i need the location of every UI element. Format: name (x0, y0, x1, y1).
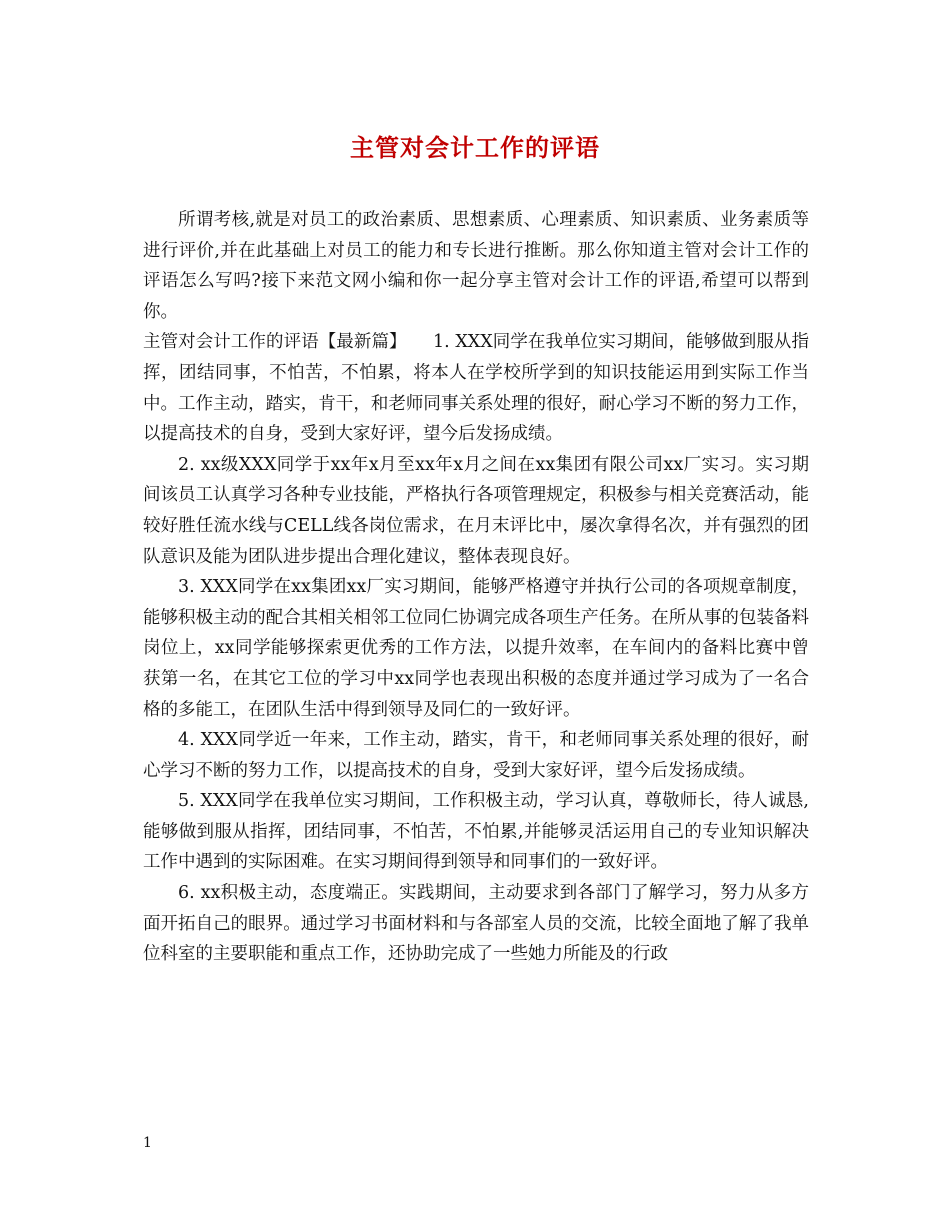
page-number: 1 (143, 1135, 152, 1151)
comment-paragraph-6: 6. xx积极主动，态度端正。实践期间，主动要求到各部门了解学习，努力从多方面开拓自己的眼界。通过学习书面材料和与各部室人员的交流，比较全面地了解了我单位科室的主要职能和重点工作，还协助完成了一些她力所能及的行政 (143, 883, 809, 965)
comment-paragraph-3: 3. XXX同学在xx集团xx厂实习期间，能够严格遵守并执行公司的各项规章制度，能够积极主动的配合其相关相邻工位同仁协调完成各项生产任务。在所从事的包装备料岗位上，xx同学能够探索更优秀的工作方法，以提升效率，在车间内的备料比赛中曾获第一名，在其它工位的学习中xx同学也表现出积极的态度并通过学习成为了一名合格的多能工，在团队生活中得到领导及同仁的一致好评。 (143, 577, 809, 720)
comment-paragraph-2: 2. xx级XXX同学于xx年x月至xx年x月之间在xx集团有限公司xx厂实习。实习期间该员工认真学习各种专业技能，严格执行各项管理规定，积极参与相关竞赛活动，能较好胜任流水线与CELL线各岗位需求，在月末评比中，屡次拿得名次，并有强烈的团队意识及能为团队进步提出合理化建议，整体表现良好。 (143, 454, 809, 567)
intro-paragraph: 所谓考核,就是对员工的政治素质、思想素质、心理素质、知识素质、业务素质等进行评价,并在此基础上对员工的能力和专长进行推断。那么你知道主管对会计工作的评语怎么写吗?接下来范文网小编和你一起分享主管对会计工作的评语,希望可以帮到你。 (143, 210, 809, 322)
document-title: 主管对会计工作的评语 (350, 133, 600, 162)
document-body (143, 205, 809, 970)
comment-paragraph-4: 4. XXX同学近一年来，工作主动，踏实，肯干，和老师同事关系处理的很好，耐心学习不断的努力工作，以提高技术的自身，受到大家好评，望今后发扬成绩。 (143, 730, 809, 781)
section-heading-paragraph: 主管对会计工作的评语【最新篇】 1. XXX同学在我单位实习期间，能够做到服从指挥，团结同事，不怕苦，不怕累，将本人在学校所学到的知识技能运用到实际工作当中。工作主动，踏实，肯干，和老师同事关系处理的很好，耐心学习不断的努力工作，以提高技术的自身，受到大家好评，望今后发扬成绩。 (143, 332, 809, 445)
comment-paragraph-5: 5. XXX同学在我单位实习期间，工作积极主动，学习认真，尊敬师长，待人诚恳,能够做到服从指挥，团结同事，不怕苦，不怕累,并能够灵活运用自己的专业知识解决工作中遇到的实际困难。在实习期间得到领导和同事们的一致好评。 (143, 791, 809, 873)
